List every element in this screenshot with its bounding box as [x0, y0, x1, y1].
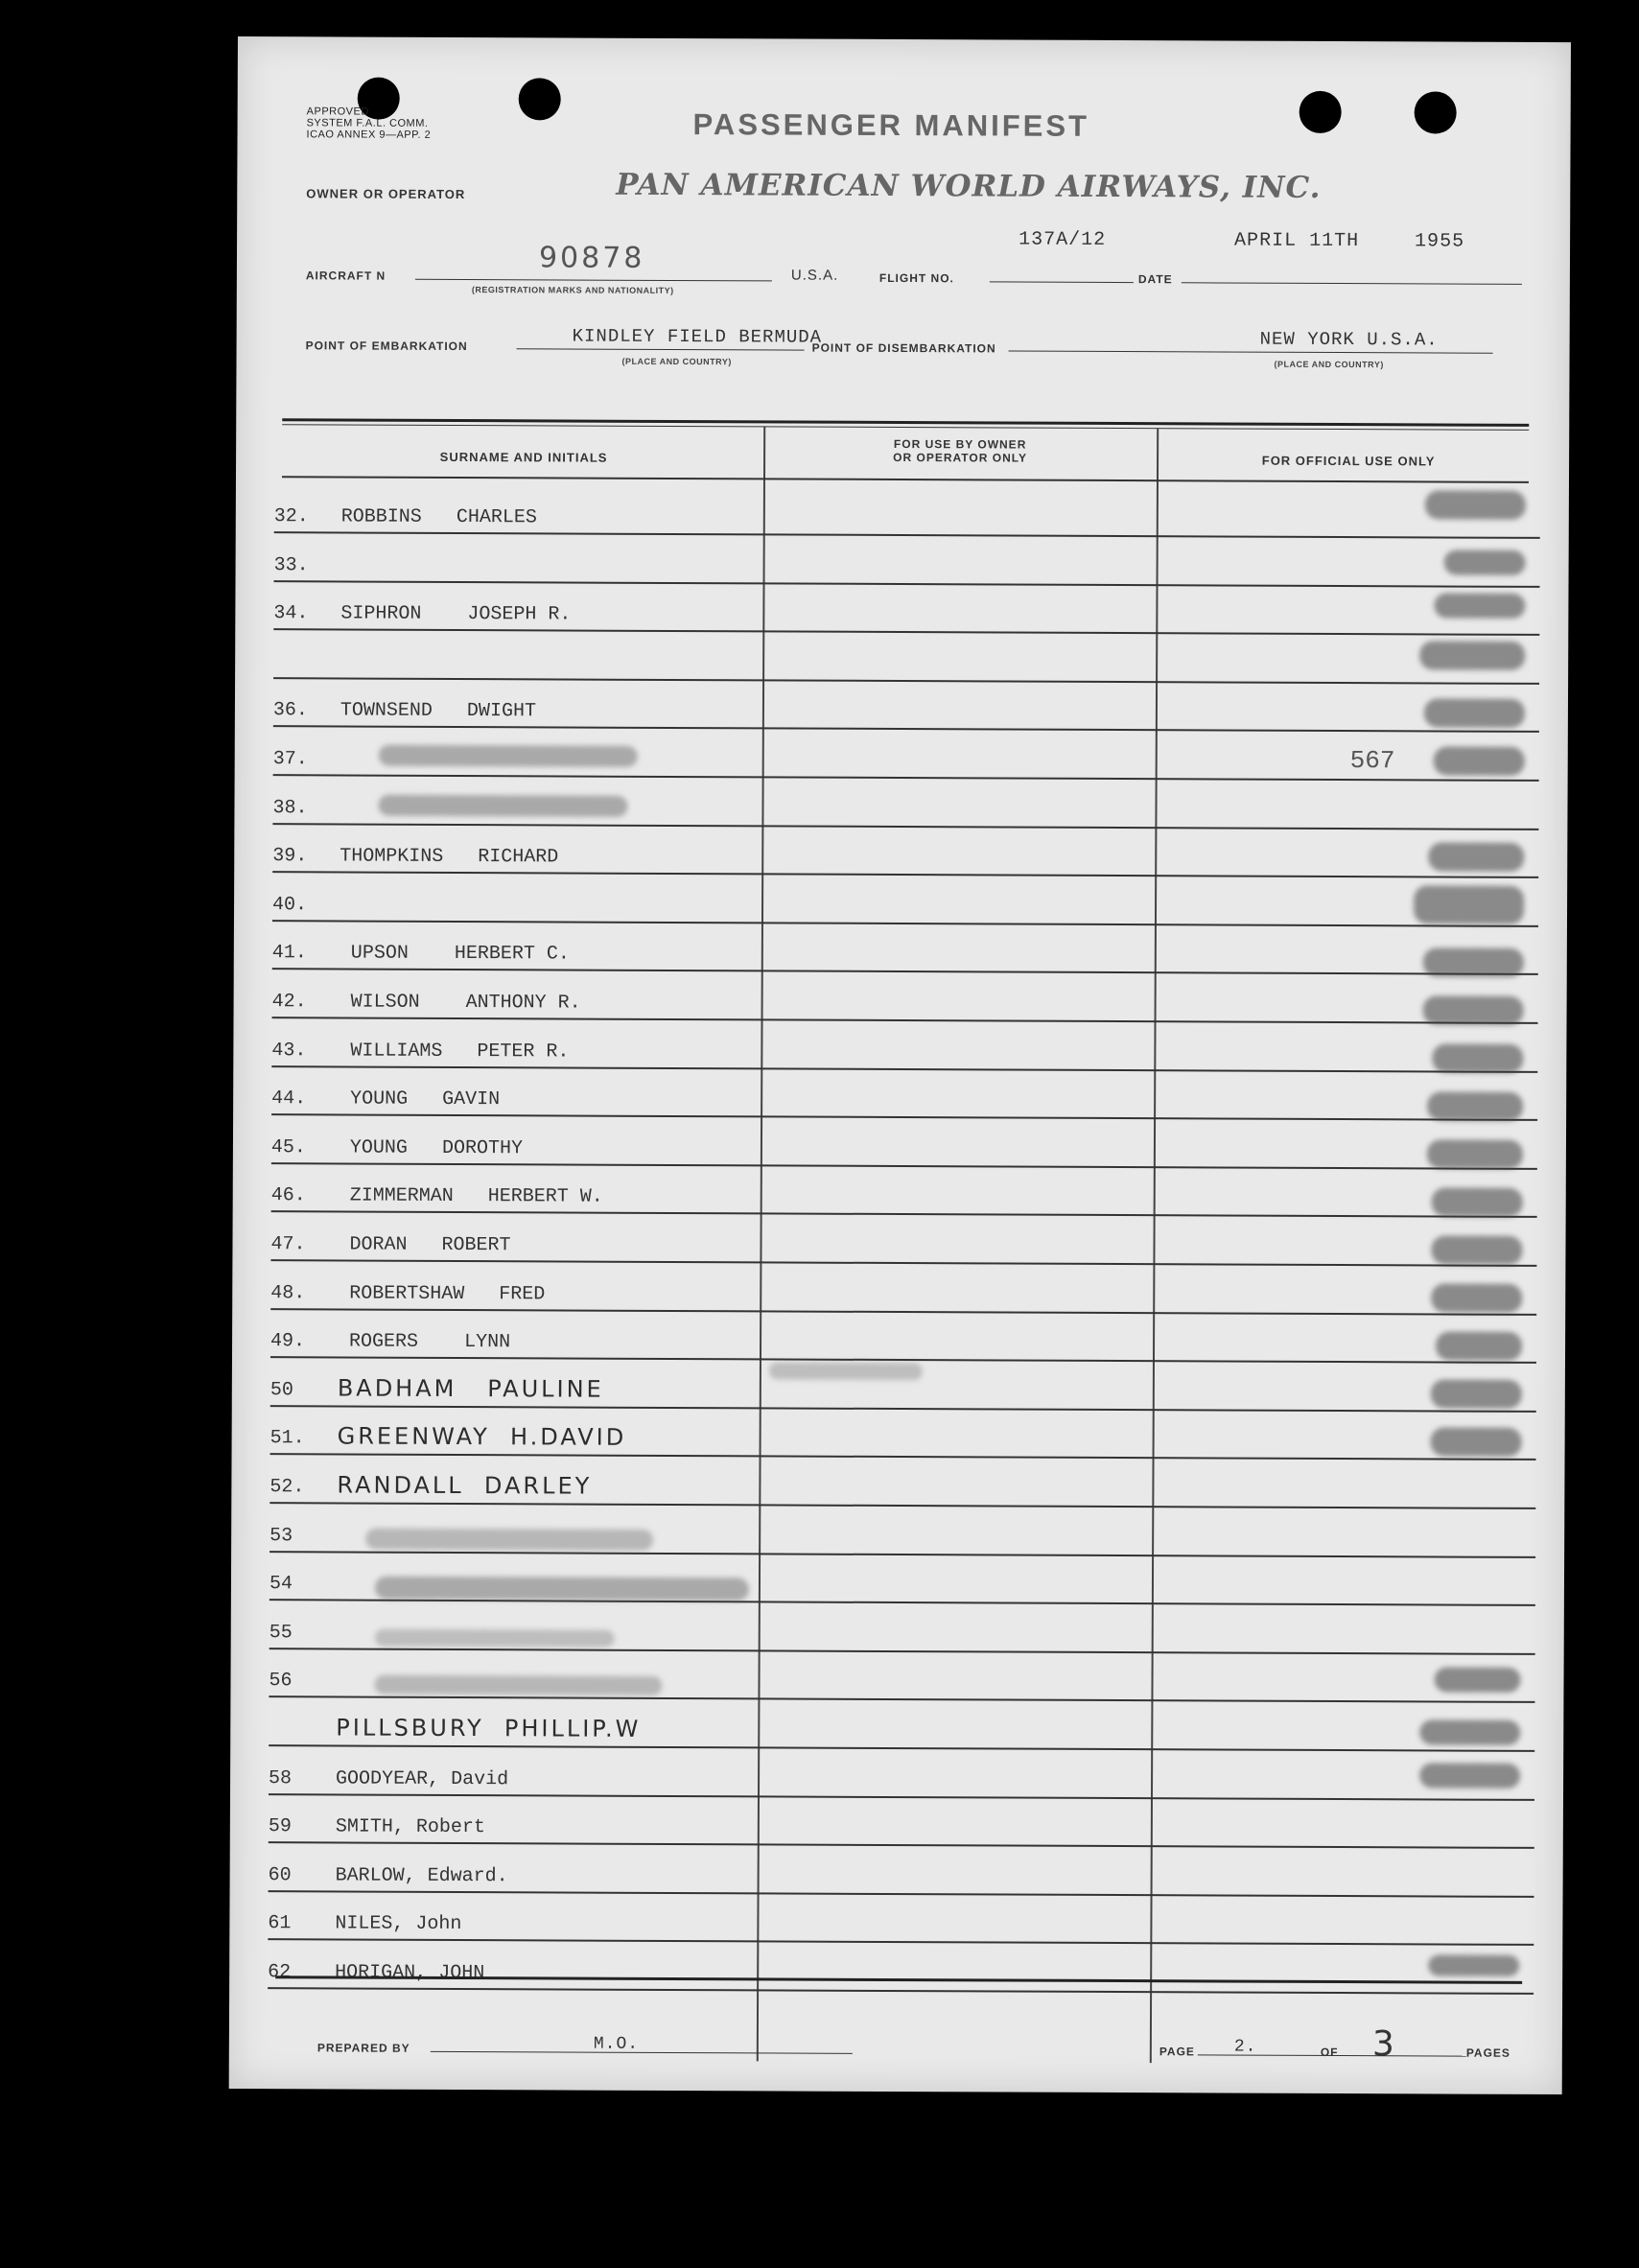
- passenger-number: 33.: [273, 553, 309, 576]
- page-value: 2.: [1233, 2037, 1257, 2057]
- passenger-number: 51.: [269, 1427, 305, 1450]
- passenger-name: HORIGAN, JOHN: [335, 1961, 485, 1985]
- passenger-number: 55: [269, 1621, 293, 1645]
- form-title: PASSENGER MANIFEST: [692, 107, 1090, 143]
- redaction-smudge: [379, 745, 638, 767]
- redaction-smudge: [1414, 885, 1524, 924]
- passenger-name: TOWNSEND DWIGHT: [340, 699, 537, 723]
- passenger-number: 43.: [271, 1039, 307, 1062]
- owner-label: OWNER OR OPERATOR: [306, 186, 466, 202]
- date-value: APRIL 11TH: [1234, 229, 1360, 253]
- table-row: [233, 1067, 1566, 1121]
- date-year: 1955: [1415, 230, 1465, 253]
- passenger-name: ROBERTSHAW FRED: [338, 1282, 546, 1306]
- passenger-name: RANDALL DARLEY: [337, 1471, 593, 1500]
- passenger-name: DORAN ROBERT: [338, 1233, 511, 1257]
- passenger-name: YOUNG DOROTHY: [338, 1136, 524, 1160]
- approval-line: ICAO ANNEX 9—APP. 2: [306, 129, 432, 141]
- table-row: [232, 1262, 1565, 1316]
- passenger-name: BARLOW, Edward.: [335, 1864, 508, 1888]
- of-label: OF: [1320, 2045, 1339, 2060]
- flight-number: 137A/12: [1019, 228, 1107, 251]
- embark-label: POINT OF EMBARKATION: [305, 339, 468, 354]
- passenger-name: GOODYEAR, David: [336, 1767, 509, 1790]
- table-row: [234, 922, 1567, 975]
- official-note: 567: [1349, 746, 1395, 776]
- redaction-smudge: [1427, 1139, 1523, 1168]
- table-row: [232, 1213, 1565, 1267]
- passenger-name: NILES, John: [335, 1912, 462, 1936]
- redaction-smudge: [1431, 1427, 1522, 1456]
- flight-underline: [990, 281, 1134, 283]
- redaction-smudge: [375, 1577, 749, 1602]
- passenger-name: UPSON HERBERT C.: [339, 942, 570, 966]
- passenger-name: BADHAM PAULINE: [337, 1374, 604, 1403]
- passenger-number: 58: [269, 1766, 293, 1789]
- prepared-underline: [431, 2051, 853, 2054]
- redaction-smudge: [1427, 1091, 1523, 1120]
- punch-hole: [1299, 91, 1342, 133]
- disembark-label: POINT OF DISEMBARKATION: [811, 340, 996, 356]
- table-row: [232, 1310, 1565, 1364]
- passenger-number: 41.: [271, 942, 307, 965]
- passenger-number: 37.: [272, 748, 308, 771]
- punch-hole: [1415, 91, 1457, 133]
- redaction-smudge: [1419, 641, 1525, 669]
- redaction-smudge: [1444, 549, 1526, 574]
- usa-label: U.S.A.: [790, 267, 839, 284]
- punch-hole: [519, 78, 561, 120]
- passenger-number: 59: [268, 1815, 292, 1838]
- passenger-name: GREENWAY H.DAVID: [337, 1422, 627, 1452]
- pages-label: PAGES: [1465, 2046, 1510, 2060]
- header-underline: [282, 476, 1529, 483]
- table-row: [236, 485, 1569, 539]
- passenger-number: 56: [269, 1670, 293, 1693]
- table-row: [236, 534, 1569, 588]
- table-row: [230, 1698, 1563, 1752]
- redaction-smudge: [1434, 593, 1525, 618]
- table-row: [231, 1602, 1564, 1655]
- redaction-smudge: [1425, 490, 1526, 519]
- passenger-number: 36.: [272, 699, 308, 722]
- passenger-number: 47.: [270, 1233, 306, 1256]
- flight-label: FLIGHT NO.: [878, 270, 954, 286]
- passenger-number: 49.: [270, 1330, 306, 1353]
- passenger-name: SMITH, Robert: [335, 1815, 485, 1839]
- redaction-smudge: [1436, 1331, 1522, 1360]
- redaction-smudge: [375, 1629, 615, 1648]
- redaction-smudge: [1434, 746, 1525, 775]
- redaction-smudge: [1432, 1043, 1523, 1072]
- passenger-name: ROBBINS CHARLES: [340, 505, 537, 529]
- column-header-surname: SURNAME AND INITIALS: [439, 449, 608, 465]
- table-row: [235, 679, 1568, 733]
- passenger-name: THOMPKINS RICHARD: [340, 845, 559, 869]
- passenger-name: WILSON ANTHONY R.: [339, 991, 581, 1015]
- redaction-smudge: [374, 1675, 662, 1695]
- passenger-number: 38.: [272, 796, 308, 819]
- passenger-name: YOUNG GAVIN: [339, 1087, 501, 1111]
- column-header-owner-use: FOR USE BY OWNER OR OPERATOR ONLY: [893, 436, 1028, 465]
- redaction-smudge: [378, 795, 627, 817]
- disembark-underline: [1009, 351, 1493, 354]
- approval-line: APPROVED: [306, 105, 369, 118]
- passenger-name: ZIMMERMAN HERBERT W.: [338, 1184, 603, 1209]
- passenger-number: 46.: [270, 1184, 306, 1207]
- aircraft-underline: [415, 279, 772, 282]
- passenger-number: 34.: [273, 602, 309, 625]
- passenger-number: 50: [269, 1378, 293, 1402]
- redaction-smudge: [1434, 1667, 1520, 1692]
- disembark-caption: (PLACE AND COUNTRY): [1274, 359, 1384, 370]
- table-row: [234, 825, 1567, 878]
- embark-underline: [517, 348, 805, 350]
- manifest-page: [229, 36, 1571, 2094]
- table-row: [234, 970, 1567, 1024]
- redaction-smudge: [1432, 1187, 1523, 1216]
- table-row: [229, 1941, 1562, 1995]
- redaction-smudge: [1424, 698, 1525, 727]
- table-row: [234, 874, 1567, 927]
- passenger-number: 62: [268, 1961, 292, 1984]
- table-row: [235, 631, 1568, 685]
- table-row: [232, 1407, 1565, 1461]
- of-value: 3: [1371, 2024, 1394, 2065]
- passenger-number: 32.: [273, 505, 309, 528]
- registration-caption: (REGISTRATION MARKS AND NATIONALITY): [471, 285, 674, 295]
- redaction-smudge: [1431, 1283, 1522, 1312]
- passenger-number: 52.: [269, 1476, 305, 1499]
- passenger-name: PILLSBURY PHILLIP.W: [336, 1714, 642, 1742]
- passenger-number: 54: [269, 1573, 293, 1596]
- owner-name: PAN AMERICAN WORLD AIRWAYS, INC.: [616, 167, 1322, 205]
- table-row: [230, 1844, 1563, 1898]
- aircraft-number: 90878: [538, 241, 645, 275]
- table-row: [233, 1019, 1566, 1073]
- redaction-smudge: [769, 1362, 923, 1380]
- prepared-label: PREPARED BY: [316, 2041, 410, 2055]
- table-row: [231, 1456, 1564, 1509]
- table-row: [230, 1795, 1563, 1849]
- redaction-smudge: [365, 1529, 653, 1551]
- disembark-value: NEW YORK U.S.A.: [1259, 328, 1439, 351]
- passenger-number: 48.: [270, 1281, 306, 1304]
- row-rule: [268, 1987, 1534, 1995]
- embark-value: KINDLEY FIELD BERMUDA: [572, 325, 823, 348]
- table-row: [235, 582, 1568, 636]
- prepared-value: M.O.: [593, 2034, 640, 2054]
- passenger-number: 53: [269, 1524, 293, 1547]
- redaction-smudge: [1423, 995, 1524, 1024]
- passenger-number: 61: [268, 1912, 292, 1935]
- redaction-smudge: [1428, 1954, 1519, 1976]
- approval-stamp: [307, 105, 432, 141]
- passenger-number: 40.: [271, 893, 308, 917]
- passenger-number: 45.: [270, 1135, 307, 1159]
- passenger-name: WILLIAMS PETER R.: [339, 1040, 570, 1064]
- date-underline: [1182, 282, 1522, 285]
- passenger-name: ROGERS LYNN: [338, 1330, 511, 1354]
- passenger-number: 42.: [271, 991, 307, 1014]
- table-row: [229, 1892, 1562, 1946]
- redaction-smudge: [1419, 1719, 1520, 1744]
- redaction-smudge: [1431, 1379, 1522, 1408]
- page-label: PAGE: [1159, 2045, 1195, 2059]
- passenger-number: 60: [268, 1863, 292, 1887]
- table-row: [233, 1164, 1566, 1218]
- approval-line: SYSTEM F.A.L. COMM.: [306, 117, 429, 129]
- passenger-name: SIPHRON JOSEPH R.: [340, 602, 572, 626]
- table-row: [230, 1747, 1563, 1801]
- redaction-smudge: [1431, 1235, 1522, 1264]
- passenger-number: 39.: [272, 845, 308, 868]
- redaction-smudge: [1419, 1763, 1520, 1788]
- passenger-number: 44.: [271, 1087, 307, 1111]
- embark-caption: (PLACE AND COUNTRY): [621, 356, 732, 367]
- date-label: DATE: [1137, 272, 1173, 287]
- redaction-smudge: [1428, 842, 1524, 871]
- table-row: [233, 1116, 1566, 1170]
- column-header-official-use: FOR OFFICIAL USE ONLY: [1261, 453, 1436, 469]
- aircraft-label: AIRCRAFT N: [305, 269, 386, 283]
- redaction-smudge: [1423, 947, 1524, 976]
